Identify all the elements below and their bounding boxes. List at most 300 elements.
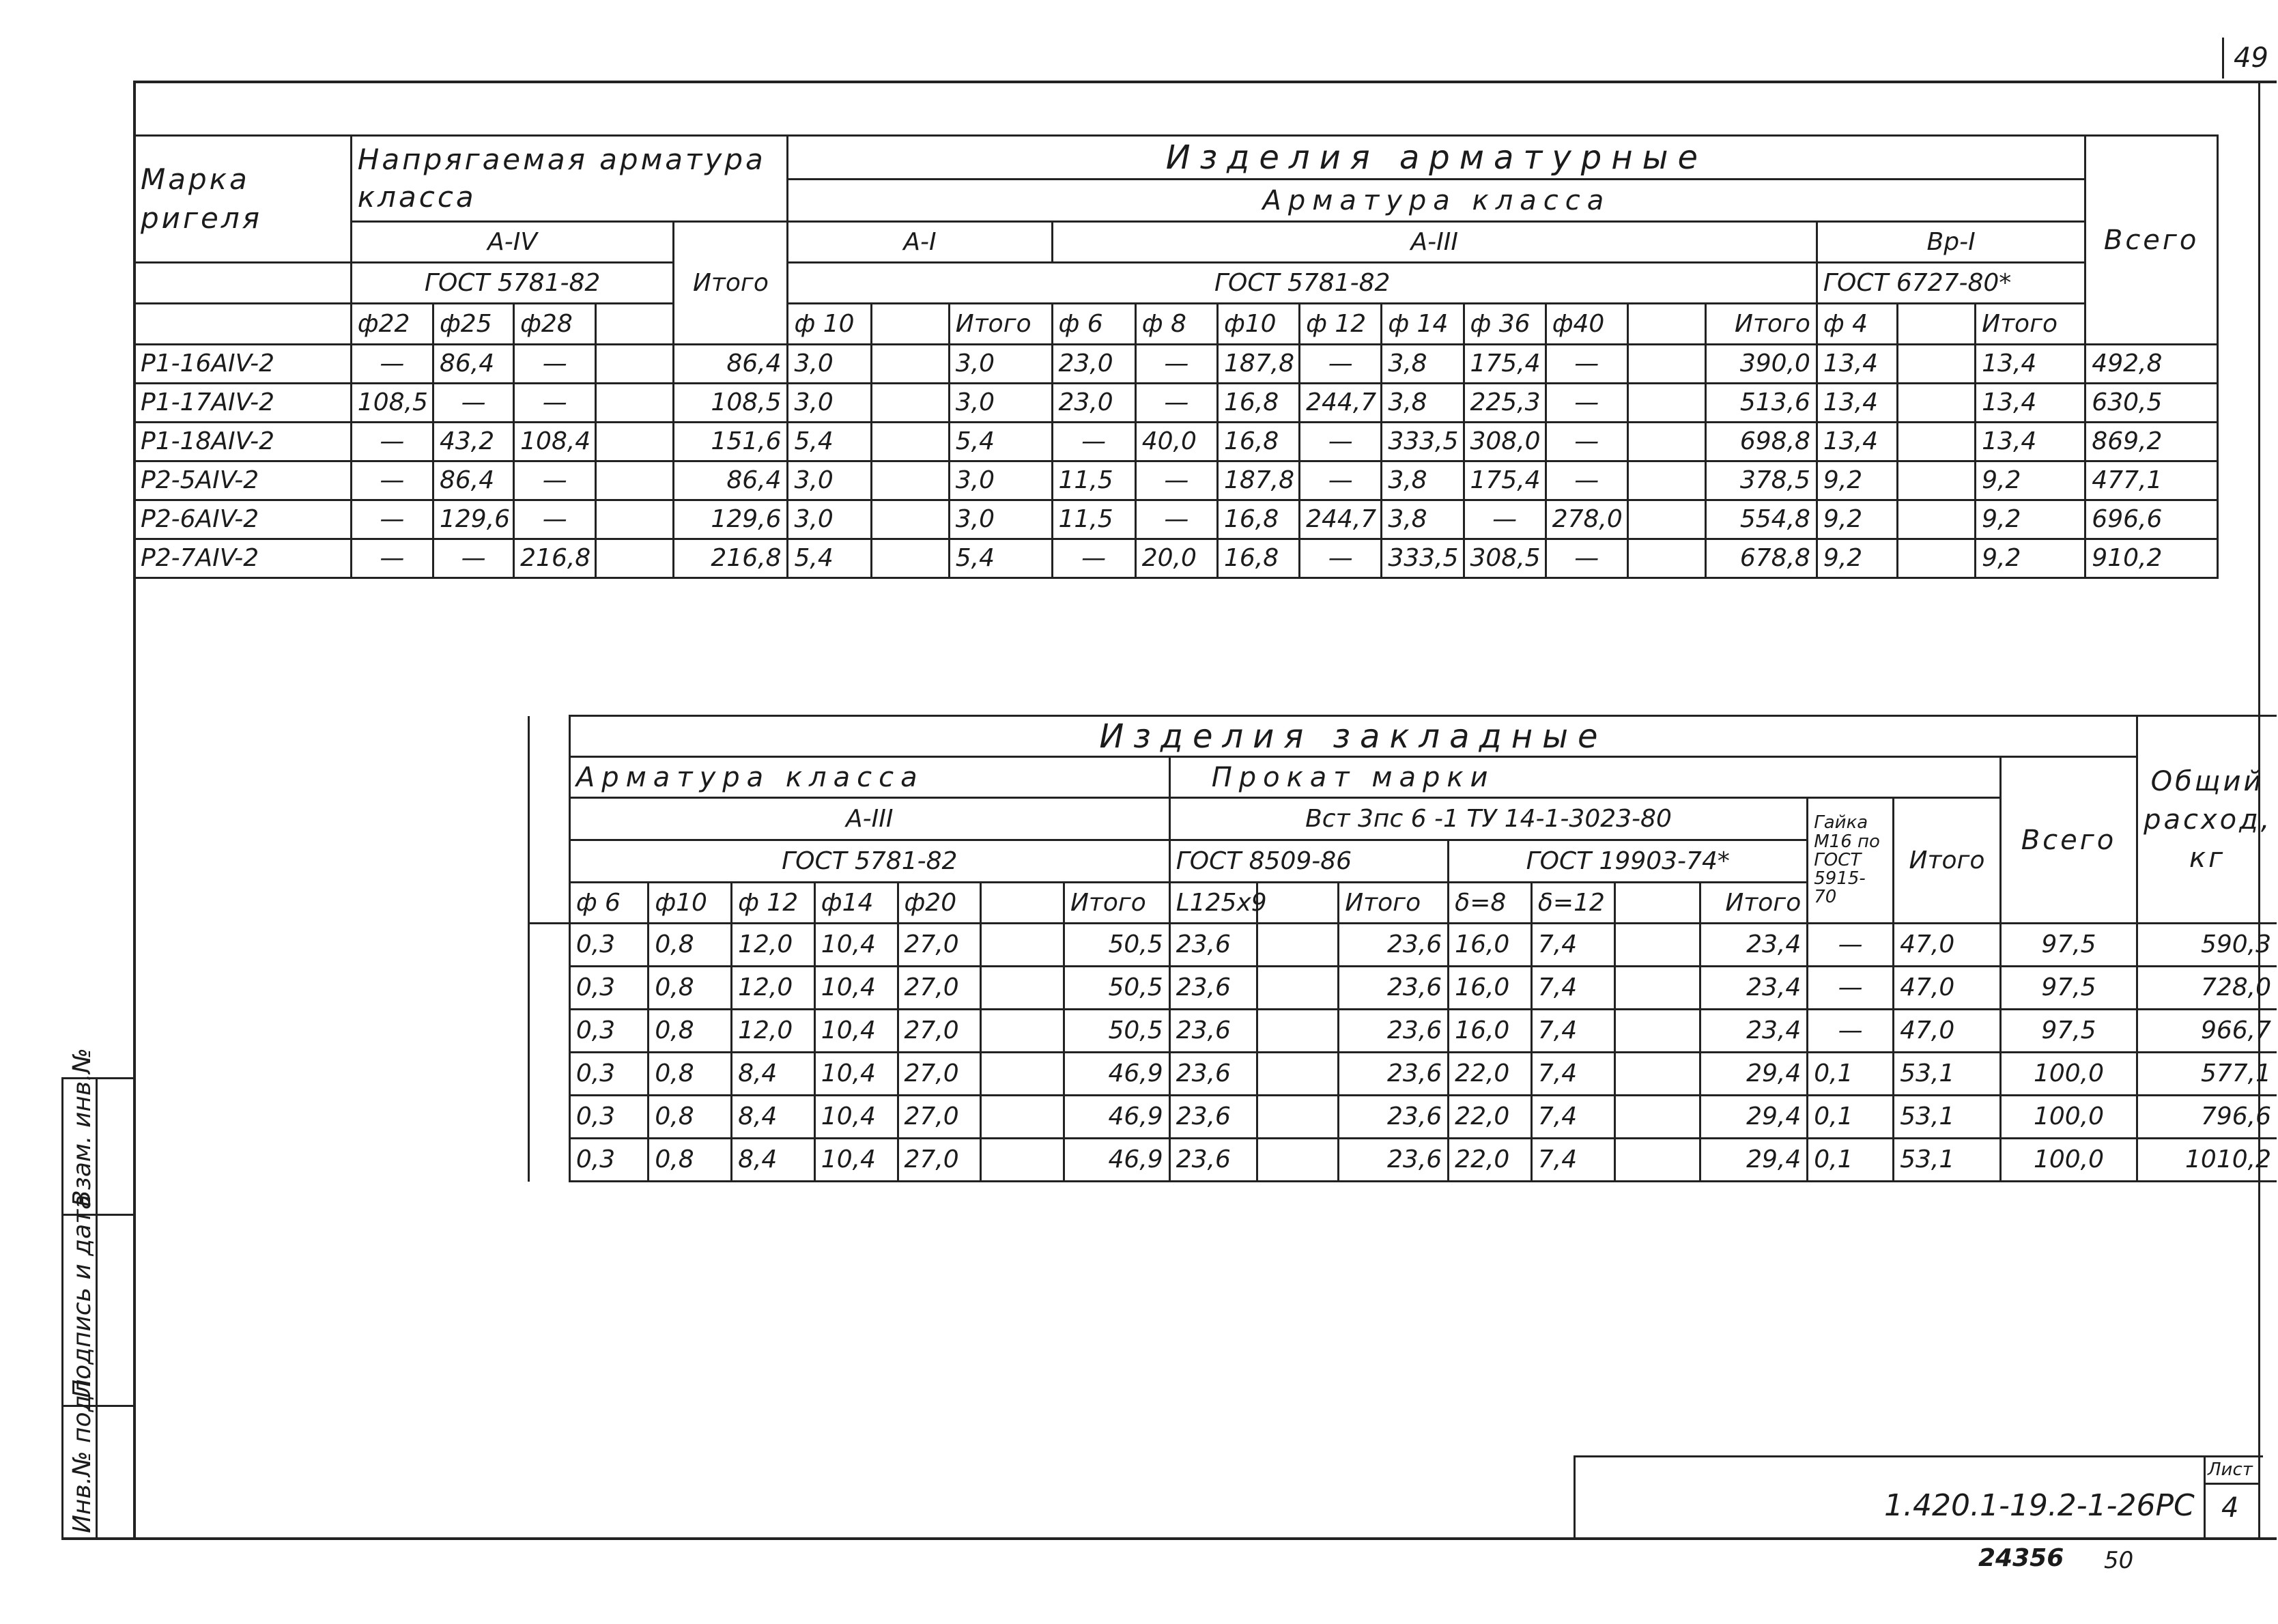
- cell-nut: 0,1: [1808, 1096, 1894, 1139]
- left-strip-cell: [529, 1096, 570, 1139]
- cell-t4: 9,2: [1976, 500, 2085, 539]
- cell-sum: 97,5: [2000, 924, 2137, 967]
- cell-d8: —: [1135, 345, 1217, 384]
- hdr-gost-5781-b: ГОСТ 5781-82: [788, 263, 1817, 304]
- cell-d22: 108,5: [351, 384, 433, 423]
- cell-sum: 100,0: [2000, 1096, 2137, 1139]
- cell-d10: 5,4: [788, 539, 871, 578]
- cell-d14: 10,4: [814, 1139, 898, 1182]
- t2-hdr-total: Итого: [1894, 798, 2001, 924]
- cell-d20: 27,0: [898, 1053, 981, 1096]
- hdr-class-a4: А-IV: [351, 222, 674, 263]
- cell-d36: 308,0: [1464, 423, 1546, 461]
- hdr-empty-1: [596, 304, 674, 345]
- empty-cell: [1898, 500, 1976, 539]
- cell-tsh: 29,4: [1700, 1139, 1808, 1182]
- cell-d22: —: [351, 461, 433, 500]
- cell-d10b: 16,8: [1217, 500, 1299, 539]
- t2-hdr-s8: δ=8: [1449, 883, 1532, 924]
- cell-d10b: 16,8: [1217, 423, 1299, 461]
- table-row: [529, 924, 2277, 967]
- cell-all: 869,2: [2085, 423, 2218, 461]
- empty-cell: [871, 500, 949, 539]
- hdr-empty-4: [1898, 304, 1976, 345]
- cell-d10: 3,0: [788, 461, 871, 500]
- hdr-gost-6727: ГОСТ 6727-80*: [1817, 263, 2085, 304]
- table-row: [529, 1010, 2277, 1053]
- cell-t1: 3,0: [949, 345, 1052, 384]
- cell-sum: 97,5: [2000, 1010, 2137, 1053]
- cell-brand: Р1-16АIV-2: [134, 345, 352, 384]
- cell-d14: 10,4: [814, 924, 898, 967]
- cell-d36: 175,4: [1464, 345, 1546, 384]
- empty-cell: [1898, 345, 1976, 384]
- cell-s8: 16,0: [1449, 967, 1532, 1010]
- cell-d4: 9,2: [1817, 500, 1897, 539]
- empty-cell: [1627, 539, 1705, 578]
- hdr-d12: ф 12: [1300, 304, 1382, 345]
- t2-left-strip: [529, 716, 570, 924]
- cell-d28: —: [514, 384, 596, 423]
- cell-d12: 244,7: [1300, 384, 1382, 423]
- cell-d28: —: [514, 500, 596, 539]
- cell-d20: 27,0: [898, 1010, 981, 1053]
- cell-s8: 22,0: [1449, 1096, 1532, 1139]
- reinforcement-table: [133, 134, 2219, 579]
- t2-hdr-armature-class: Арматура класса: [569, 757, 1169, 798]
- t2-hdr-sum: Всего: [2000, 757, 2137, 924]
- table-row: [134, 539, 2218, 578]
- cell-nut: —: [1808, 967, 1894, 1010]
- hdr-class-a1: А-I: [788, 222, 1052, 263]
- page-number: 49: [2234, 42, 2268, 74]
- cell-brand: Р2-7АIV-2: [134, 539, 352, 578]
- cell-ta3: 50,5: [1064, 1010, 1169, 1053]
- cell-sum: 100,0: [2000, 1053, 2137, 1096]
- empty-cell: [596, 423, 674, 461]
- left-strip-cell: [529, 1139, 570, 1182]
- cell-tang: 23,6: [1339, 1096, 1449, 1139]
- cell-d20: 27,0: [898, 967, 981, 1010]
- empty-cell: [871, 345, 949, 384]
- empty-cell: [981, 924, 1064, 967]
- hdr-d4: ф 4: [1817, 304, 1897, 345]
- empty-cell: [1257, 1010, 1339, 1053]
- cell-d12: —: [1300, 539, 1382, 578]
- cell-total: 86,4: [674, 345, 788, 384]
- t2-hdr-total-a3: Итого: [1064, 883, 1169, 924]
- cell-t3: 390,0: [1705, 345, 1817, 384]
- table-row: [134, 423, 2218, 461]
- t2-hdr-overall: Общий расход, кг: [2137, 716, 2277, 924]
- empty-cell: [1627, 461, 1705, 500]
- empty-cell: [871, 423, 949, 461]
- empty-cell: [1257, 1053, 1339, 1096]
- empty-cell: [1614, 924, 1700, 967]
- stamp-inv-replace: Взам. инв.№: [68, 1048, 96, 1207]
- cell-sum: 97,5: [2000, 967, 2137, 1010]
- cell-all: 630,5: [2085, 384, 2218, 423]
- t2-hdr-rolled: Прокат марки: [1169, 757, 2000, 798]
- cell-d10b: 187,8: [1217, 345, 1299, 384]
- cell-tot: 53,1: [1894, 1096, 2001, 1139]
- hdr-d10b: ф10: [1217, 304, 1299, 345]
- cell-d25: 86,4: [433, 461, 513, 500]
- cell-t4: 9,2: [1976, 461, 2085, 500]
- left-strip-cell: [529, 967, 570, 1010]
- empty-cell: [981, 1053, 1064, 1096]
- empty-cell: [596, 500, 674, 539]
- cell-angle: 23,6: [1169, 1010, 1257, 1053]
- cell-d6: 0,3: [569, 924, 649, 967]
- cell-d6: —: [1052, 423, 1135, 461]
- page-number-divider: [2222, 38, 2224, 79]
- cell-all: 966,7: [2137, 1010, 2277, 1053]
- cell-t3: 554,8: [1705, 500, 1817, 539]
- cell-d28: 108,4: [514, 423, 596, 461]
- empty-cell: [1257, 924, 1339, 967]
- cell-all: 728,0: [2137, 967, 2277, 1010]
- empty-cell: [1627, 384, 1705, 423]
- cell-d40: —: [1546, 539, 1627, 578]
- cell-s8: 16,0: [1449, 924, 1532, 967]
- hdr-class-a3: А-III: [1052, 222, 1817, 263]
- cell-d12: 8,4: [732, 1096, 815, 1139]
- hdr-d28: ф28: [514, 304, 596, 345]
- cell-tang: 23,6: [1339, 1053, 1449, 1096]
- cell-angle: 23,6: [1169, 967, 1257, 1010]
- hdr-prestressed: Напрягаемая арматура класса: [351, 136, 788, 222]
- cell-t4: 13,4: [1976, 384, 2085, 423]
- empty-cell: [1898, 384, 1976, 423]
- cell-d20: 27,0: [898, 1139, 981, 1182]
- cell-d25: 129,6: [433, 500, 513, 539]
- t2-hdr-class-a3: А-III: [569, 798, 1169, 840]
- cell-d10: 0,8: [649, 1053, 732, 1096]
- t2-hdr-gost-5781: ГОСТ 5781-82: [569, 840, 1169, 883]
- stamp-sign-date: Подпись и дата: [68, 1194, 96, 1398]
- hdr-brand-spacer-2: [134, 304, 352, 345]
- cell-brand: Р2-5АIV-2: [134, 461, 352, 500]
- cell-d40: —: [1546, 345, 1627, 384]
- hdr-total-a3: Итого: [1705, 304, 1817, 345]
- cell-t3: 513,6: [1705, 384, 1817, 423]
- cell-d10: 3,0: [788, 500, 871, 539]
- t2-hdr-gost-19903: ГОСТ 19903-74*: [1449, 840, 1808, 883]
- cell-d40: —: [1546, 384, 1627, 423]
- empty-cell: [1614, 1139, 1700, 1182]
- cell-d8: —: [1135, 461, 1217, 500]
- cell-d12: 244,7: [1300, 500, 1382, 539]
- cell-angle: 23,6: [1169, 1053, 1257, 1096]
- empty-cell: [1898, 461, 1976, 500]
- cell-d6: —: [1052, 539, 1135, 578]
- cell-d10b: 16,8: [1217, 539, 1299, 578]
- cell-d12: —: [1300, 461, 1382, 500]
- cell-d14: 10,4: [814, 1010, 898, 1053]
- t2-hdr-empty-2: [1257, 883, 1339, 924]
- cell-d10: 3,0: [788, 345, 871, 384]
- cell-t1: 3,0: [949, 500, 1052, 539]
- cell-ta3: 50,5: [1064, 967, 1169, 1010]
- t2-hdr-d6: ф 6: [569, 883, 649, 924]
- cell-d6: 0,3: [569, 1010, 649, 1053]
- cell-t4: 13,4: [1976, 423, 2085, 461]
- cell-all: 477,1: [2085, 461, 2218, 500]
- cell-all: 1010,2: [2137, 1139, 2277, 1182]
- cell-nut: —: [1808, 924, 1894, 967]
- cell-tot: 47,0: [1894, 1010, 2001, 1053]
- empty-cell: [981, 1010, 1064, 1053]
- t2-hdr-d10: ф10: [649, 883, 732, 924]
- hdr-d25: ф25: [433, 304, 513, 345]
- cell-ta3: 50,5: [1064, 924, 1169, 967]
- cell-d10: 0,8: [649, 967, 732, 1010]
- cell-s12: 7,4: [1531, 967, 1614, 1010]
- cell-d40: —: [1546, 423, 1627, 461]
- doc-code: 1.420.1-19.2-1-26РС: [1884, 1488, 2195, 1523]
- cell-tot: 47,0: [1894, 967, 2001, 1010]
- cell-t4: 9,2: [1976, 539, 2085, 578]
- t2-hdr-d20: ф20: [898, 883, 981, 924]
- archive-number: 24356: [1978, 1544, 2064, 1572]
- cell-d12: —: [1300, 345, 1382, 384]
- cell-all: 492,8: [2085, 345, 2218, 384]
- t2-hdr-nut: Гайка М16 по ГОСТ 5915-70: [1808, 798, 1894, 924]
- cell-t3: 698,8: [1705, 423, 1817, 461]
- hdr-products: Изделия арматурные: [788, 136, 2085, 180]
- cell-d10: 0,8: [649, 1139, 732, 1182]
- cell-angle: 23,6: [1169, 924, 1257, 967]
- cell-d10: 3,0: [788, 384, 871, 423]
- cell-d8: —: [1135, 500, 1217, 539]
- cell-d40: 278,0: [1546, 500, 1627, 539]
- cell-d10: 0,8: [649, 1010, 732, 1053]
- cell-all: 696,6: [2085, 500, 2218, 539]
- cell-d6: 0,3: [569, 967, 649, 1010]
- cell-angle: 23,6: [1169, 1096, 1257, 1139]
- cell-d6: 0,3: [569, 1096, 649, 1139]
- cell-d6: 11,5: [1052, 500, 1135, 539]
- cell-d8: 20,0: [1135, 539, 1217, 578]
- cell-total: 151,6: [674, 423, 788, 461]
- cell-s12: 7,4: [1531, 1053, 1614, 1096]
- table-row: [529, 967, 2277, 1010]
- empty-cell: [871, 539, 949, 578]
- cell-d14: 10,4: [814, 1096, 898, 1139]
- cell-d28: —: [514, 461, 596, 500]
- cell-d14: 10,4: [814, 967, 898, 1010]
- empty-cell: [1627, 500, 1705, 539]
- hdr-d22: ф22: [351, 304, 433, 345]
- cell-d4: 9,2: [1817, 539, 1897, 578]
- sheet-number: 4: [2221, 1492, 2239, 1524]
- cell-tsh: 29,4: [1700, 1053, 1808, 1096]
- cell-tang: 23,6: [1339, 967, 1449, 1010]
- cell-brand: Р2-6АIV-2: [134, 500, 352, 539]
- left-strip-cell: [529, 1053, 570, 1096]
- cell-t1: 3,0: [949, 384, 1052, 423]
- cell-d6: 11,5: [1052, 461, 1135, 500]
- t2-hdr-angle: L125х9: [1169, 883, 1257, 924]
- stamp-outer-left: [61, 1077, 63, 1539]
- empty-cell: [981, 967, 1064, 1010]
- cell-s12: 7,4: [1531, 924, 1614, 967]
- hdr-d36: ф 36: [1464, 304, 1546, 345]
- cell-d28: —: [514, 345, 596, 384]
- cell-ta3: 46,9: [1064, 1053, 1169, 1096]
- cell-t3: 378,5: [1705, 461, 1817, 500]
- empty-cell: [596, 345, 674, 384]
- cell-d12: 8,4: [732, 1139, 815, 1182]
- cell-total: 216,8: [674, 539, 788, 578]
- cell-tsh: 23,4: [1700, 924, 1808, 967]
- cell-d12: 12,0: [732, 1010, 815, 1053]
- hdr-d6: ф 6: [1052, 304, 1135, 345]
- table-row: [529, 1096, 2277, 1139]
- cell-d36: 175,4: [1464, 461, 1546, 500]
- cell-total: 129,6: [674, 500, 788, 539]
- cell-tang: 23,6: [1339, 924, 1449, 967]
- cell-d4: 9,2: [1817, 461, 1897, 500]
- cell-t4: 13,4: [1976, 345, 2085, 384]
- frame-top: [133, 81, 2277, 83]
- empty-cell: [1257, 1139, 1339, 1182]
- cell-tot: 53,1: [1894, 1053, 2001, 1096]
- cell-d8: —: [1135, 384, 1217, 423]
- hdr-total-a1: Итого: [949, 304, 1052, 345]
- cell-nut: 0,1: [1808, 1139, 1894, 1182]
- t2-hdr-gost-8509: ГОСТ 8509-86: [1169, 840, 1448, 883]
- empty-cell: [1627, 345, 1705, 384]
- cell-brand: Р1-17АIV-2: [134, 384, 352, 423]
- cell-s12: 7,4: [1531, 1139, 1614, 1182]
- cell-d12: —: [1300, 423, 1382, 461]
- cell-tsh: 23,4: [1700, 1010, 1808, 1053]
- t2-hdr-steel: Вст 3пс 6 -1 ТУ 14-1-3023-80: [1169, 798, 1808, 840]
- cell-d20: 27,0: [898, 924, 981, 967]
- cell-d25: —: [433, 384, 513, 423]
- cell-d10b: 16,8: [1217, 384, 1299, 423]
- empty-cell: [1257, 967, 1339, 1010]
- cell-d8: 40,0: [1135, 423, 1217, 461]
- empty-cell: [1627, 423, 1705, 461]
- left-strip-cell: [529, 1010, 570, 1053]
- cell-d10: 0,8: [649, 1096, 732, 1139]
- cell-brand: Р1-18АIV-2: [134, 423, 352, 461]
- cell-s12: 7,4: [1531, 1096, 1614, 1139]
- table-row: [134, 461, 2218, 500]
- cell-s12: 7,4: [1531, 1010, 1614, 1053]
- cell-t1: 5,4: [949, 423, 1052, 461]
- archive-extra: 50: [2104, 1547, 2134, 1574]
- empty-cell: [596, 384, 674, 423]
- cell-d10b: 187,8: [1217, 461, 1299, 500]
- cell-sum: 100,0: [2000, 1139, 2137, 1182]
- cell-d22: —: [351, 345, 433, 384]
- empty-cell: [1257, 1096, 1339, 1139]
- title-block-sheet-div: [2204, 1455, 2206, 1539]
- t2-hdr-total-angle: Итого: [1339, 883, 1449, 924]
- left-strip-cell: [529, 924, 570, 967]
- table-row: [529, 1139, 2277, 1182]
- hdr-gost-5781: ГОСТ 5781-82: [351, 263, 674, 304]
- hdr-grand-total: Всего: [2085, 136, 2218, 345]
- cell-nut: 0,1: [1808, 1053, 1894, 1096]
- cell-all: 577,1: [2137, 1053, 2277, 1096]
- cell-s8: 22,0: [1449, 1053, 1532, 1096]
- cell-ta3: 46,9: [1064, 1096, 1169, 1139]
- t2-hdr-d14: ф14: [814, 883, 898, 924]
- cell-d14: 333,5: [1382, 539, 1464, 578]
- cell-d6: 23,0: [1052, 345, 1135, 384]
- title-block-left: [1574, 1455, 1576, 1539]
- cell-t1: 3,0: [949, 461, 1052, 500]
- hdr-total: Итого: [674, 222, 788, 345]
- cell-d4: 13,4: [1817, 345, 1897, 384]
- cell-d14: 3,8: [1382, 461, 1464, 500]
- cell-d10: 0,8: [649, 924, 732, 967]
- t2-hdr-products: Изделия закладные: [569, 716, 2137, 757]
- t2-hdr-total-sheet: Итого: [1700, 883, 1808, 924]
- cell-d36: —: [1464, 500, 1546, 539]
- hdr-brand-spacer: [134, 263, 352, 304]
- t2-hdr-empty-3: [1614, 883, 1700, 924]
- stamp-inv-orig: Инв.№ подл.: [68, 1371, 96, 1533]
- cell-all: 910,2: [2085, 539, 2218, 578]
- cell-tot: 53,1: [1894, 1139, 2001, 1182]
- cell-ta3: 46,9: [1064, 1139, 1169, 1182]
- hdr-d40: ф40: [1546, 304, 1627, 345]
- cell-tang: 23,6: [1339, 1139, 1449, 1182]
- hdr-d14: ф 14: [1382, 304, 1464, 345]
- empty-cell: [596, 539, 674, 578]
- cell-tsh: 29,4: [1700, 1096, 1808, 1139]
- hdr-empty-2: [871, 304, 949, 345]
- cell-s8: 22,0: [1449, 1139, 1532, 1182]
- cell-d25: 86,4: [433, 345, 513, 384]
- cell-s8: 16,0: [1449, 1010, 1532, 1053]
- hdr-d8: ф 8: [1135, 304, 1217, 345]
- cell-d20: 27,0: [898, 1096, 981, 1139]
- cell-d6: 0,3: [569, 1139, 649, 1182]
- hdr-d10: ф 10: [788, 304, 871, 345]
- empty-cell: [981, 1139, 1064, 1182]
- empty-cell: [981, 1096, 1064, 1139]
- cell-total: 86,4: [674, 461, 788, 500]
- cell-tot: 47,0: [1894, 924, 2001, 967]
- cell-d22: —: [351, 423, 433, 461]
- cell-d10: 5,4: [788, 423, 871, 461]
- cell-d25: —: [433, 539, 513, 578]
- empty-cell: [871, 461, 949, 500]
- cell-d36: 225,3: [1464, 384, 1546, 423]
- frame-bottom: [61, 1537, 2277, 1540]
- cell-d6: 23,0: [1052, 384, 1135, 423]
- empty-cell: [1614, 1053, 1700, 1096]
- cell-d22: —: [351, 539, 433, 578]
- cell-d40: —: [1546, 461, 1627, 500]
- hdr-brand: Марка ригеля: [134, 136, 352, 263]
- embedded-items-table: [528, 715, 2277, 1182]
- table-row: [529, 1053, 2277, 1096]
- empty-cell: [1898, 423, 1976, 461]
- table-row: [134, 384, 2218, 423]
- empty-cell: [1614, 967, 1700, 1010]
- cell-d14: 333,5: [1382, 423, 1464, 461]
- t2-hdr-s12: δ=12: [1531, 883, 1614, 924]
- hdr-total-vr: Итого: [1976, 304, 2085, 345]
